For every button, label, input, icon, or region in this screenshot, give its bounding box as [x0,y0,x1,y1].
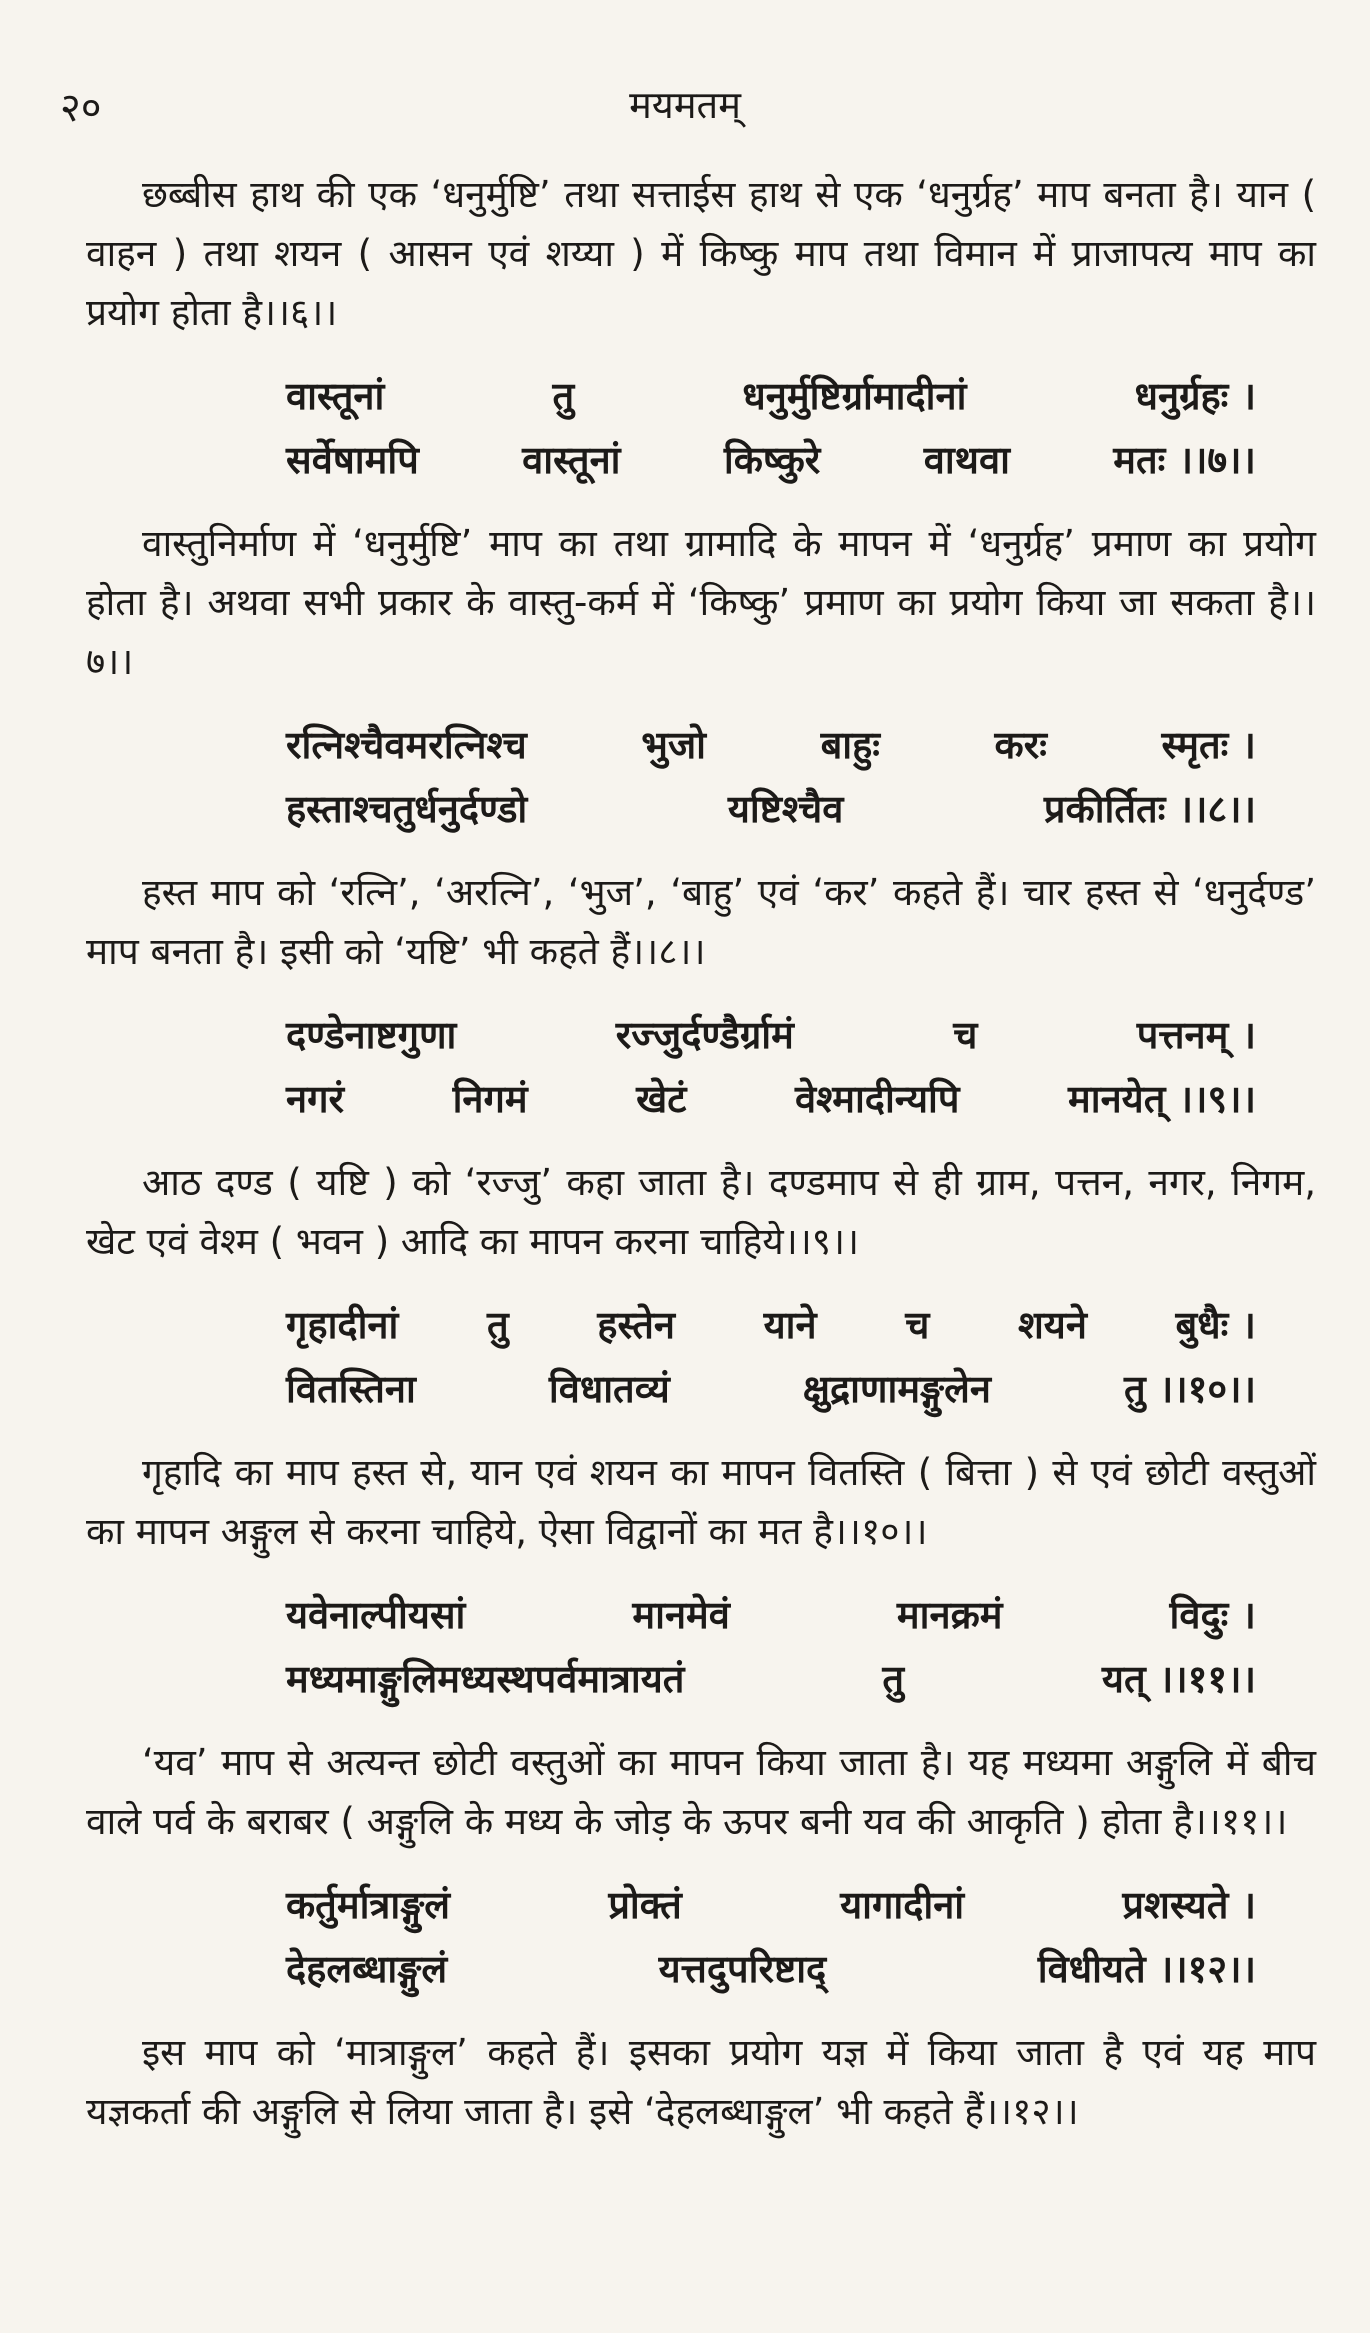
verse-line [286,1873,1256,1937]
verse-word: किष्कुरे [723,438,821,482]
verse-word: सर्वेषामपि [286,438,419,482]
commentary-paragraph [86,2023,1316,2141]
page-number: २० [60,85,102,131]
verse-word: तु [552,374,575,418]
verse-word: खेटं [636,1077,687,1121]
verse-word: मानयेत् ।।९।। [1068,1077,1256,1121]
verse-word: वितस्तिना [286,1367,416,1411]
verse-word: मानमेवं [632,1593,730,1637]
verse-word: याने [763,1303,817,1347]
verse-line [286,428,1256,492]
paragraph-text: हस्त माप को ‘रत्नि’, ‘अरत्नि’, ‘भुज’, ‘बाहु’ एवं ‘कर’ कहते हैं। चार हस्त से ‘धनुर्दण्ड’ माप बनता है। इसी को ‘यष्टि’ भी कहते हैं।।८।। [86,871,1316,973]
sanskrit-verse [86,713,1316,841]
verse-word: वास्तूनां [286,374,385,418]
verse-word: तु ।।१०।। [1123,1367,1256,1411]
sanskrit-verse [86,364,1316,492]
verse-word: वास्तूनां [522,438,621,482]
sanskrit-verse [86,1003,1316,1131]
verse-line [286,1357,1256,1421]
verse-word: पत्तनम् । [1136,1013,1256,1057]
verse-word: कर्तुर्मात्राङ्गुलं [286,1883,451,1927]
verse-line [286,777,1256,841]
verse-line [286,1937,1256,2001]
verse-word: स्मृतः । [1161,723,1256,767]
verse-word: नगरं [286,1077,345,1121]
commentary-paragraph [86,165,1316,342]
commentary-paragraph [86,1443,1316,1561]
running-title: मयमतम् [629,83,741,127]
verse-word: धनुर्ग्रहः । [1134,374,1256,418]
verse-word: निगमं [452,1077,528,1121]
verse-line [286,1293,1256,1357]
sanskrit-verse [86,1873,1316,2001]
verse-word: यत्तदुपरिष्टाद् [658,1947,827,1991]
verse-word: हस्ताश्चतुर्धनुर्दण्डो [286,787,528,831]
verse-word: प्रोक्तं [608,1883,682,1927]
verse-word: विधातव्यं [548,1367,670,1411]
verse-word: तु [882,1657,905,1701]
paragraph-text: ‘यव’ माप से अत्यन्त छोटी वस्तुओं का मापन किया जाता है। यह मध्यमा अङ्गुलि में बीच वाले पर्व के बराबर ( अङ्गुलि के मध्य के जोड़ के ऊपर बनी यव की आकृति ) होता है।।११।। [86,1741,1316,1843]
commentary-paragraph [86,1733,1316,1851]
verse-word: बुधैः । [1175,1303,1256,1347]
commentary-paragraph [86,514,1316,691]
commentary-paragraph [86,1153,1316,1271]
verse-word: बाहुः [820,723,880,767]
verse-word: तु [486,1303,509,1347]
verse-word: हस्तेन [597,1303,675,1347]
verse-line [286,713,1256,777]
verse-line [286,1003,1256,1067]
verse-word: धनुर्मुष्टिर्ग्रामादीनां [742,374,967,418]
paragraph-text: गृहादि का माप हस्त से, यान एवं शयन का मापन वितस्ति ( बित्ता ) से एवं छोटी वस्तुओं का मापन अङ्गुल से करना चाहिये, ऐसा विद्वानों का मत है।।१०।। [86,1451,1316,1553]
verse-word: मानक्रमं [896,1593,1003,1637]
verse-line [286,1583,1256,1647]
verse-word: प्रशस्यते । [1122,1883,1256,1927]
commentary-paragraph [86,863,1316,981]
verse-word: विदुः । [1169,1593,1256,1637]
page-body [86,165,1316,2163]
verse-word: च [953,1013,978,1057]
verse-word: मध्यमाङ्गुलिमध्यस्थपर्वमात्रायतं [286,1657,685,1701]
verse-word: यागादीनां [840,1883,965,1927]
verse-word: क्षुद्राणामङ्गुलेन [802,1367,991,1411]
verse-word: रज्जुर्दण्डैर्ग्रामं [615,1013,794,1057]
sanskrit-verse [86,1583,1316,1711]
paragraph-text: आठ दण्ड ( यष्टि ) को ‘रज्जु’ कहा जाता है। दण्डमाप से ही ग्राम, पत्तन, नगर, निगम, खेट एवं वेश्म ( भवन ) आदि का मापन करना चाहिये।।९।। [86,1161,1316,1263]
paragraph-text: छब्बीस हाथ की एक ‘धनुर्मुष्टि’ तथा सत्ताईस हाथ से एक ‘धनुर्ग्रह’ माप बनता है। यान ( वाहन ) तथा शयन ( आसन एवं शय्या ) में किष्कु माप तथा विमान में प्राजापत्य माप का प्रयोग होता है।।६।। [86,173,1316,334]
verse-word: यवेनाल्पीयसां [286,1593,466,1637]
verse-word: करः [994,723,1047,767]
verse-word: वाथवा [923,438,1010,482]
paragraph-text: वास्तुनिर्माण में ‘धनुर्मुष्टि’ माप का तथा ग्रामादि के मापन में ‘धनुर्ग्रह’ प्रमाण का प्रयोग होता है। अथवा सभी प्रकार के वास्तु-कर्म में ‘किष्कु’ प्रमाण का प्रयोग किया जा सकता है।।७।। [86,522,1316,683]
verse-word: रत्निश्चैवमरत्निश्च [286,723,527,767]
verse-word: प्रकीर्तितः ।।८।। [1043,787,1256,831]
verse-word: गृहादीनां [286,1303,399,1347]
verse-word: शयने [1017,1303,1087,1347]
verse-line [286,1067,1256,1131]
verse-word: च [905,1303,930,1347]
verse-word: यत् ।।११।। [1101,1657,1256,1701]
page-header [60,78,1310,138]
verse-word: विधीयते ।।१२।। [1037,1947,1256,1991]
verse-word: दण्डेनाष्टगुणा [286,1013,457,1057]
verse-line [286,364,1256,428]
verse-word: देहलब्धाङ्गुलं [286,1947,448,1991]
verse-word: वेश्मादीन्यपि [794,1077,960,1121]
paragraph-text: इस माप को ‘मात्राङ्गुल’ कहते हैं। इसका प्रयोग यज्ञ में किया जाता है एवं यह माप यज्ञकर्ता की अङ्गुलि से लिया जाता है। इसे ‘देहलब्धाङ्गुल’ भी कहते हैं।।१२।। [86,2031,1316,2133]
verse-word: मतः ।।७।। [1113,438,1256,482]
verse-word: यष्टिश्चैव [727,787,844,831]
verse-word: भुजो [641,723,707,767]
verse-line [286,1647,1256,1711]
sanskrit-verse [86,1293,1316,1421]
